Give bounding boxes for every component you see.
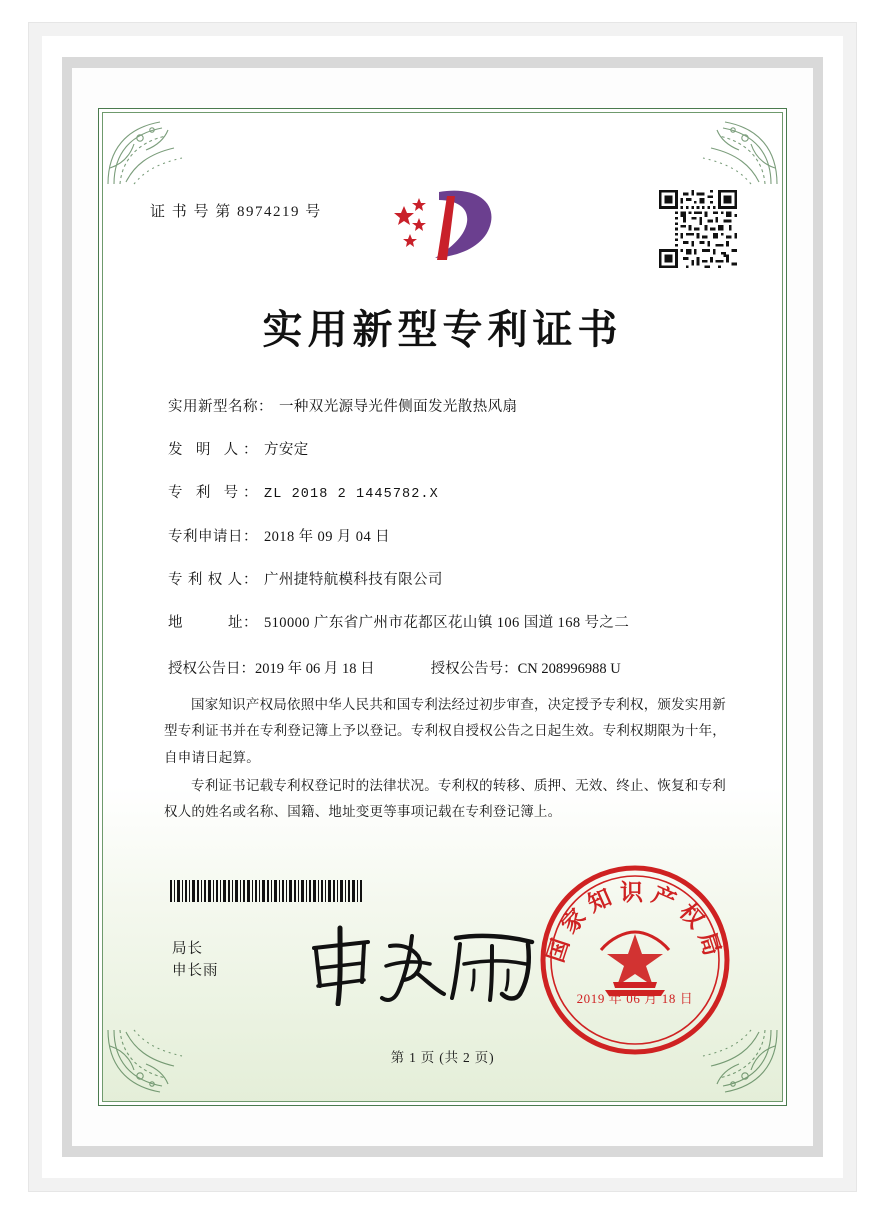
- field-value: 方安定: [264, 442, 309, 459]
- paragraph: 国家知识产权局依照中华人民共和国专利法经过初步审查，决定授予专利权，颁发实用新型专利证书并在专利登记簿上予以登记。专利权自授权公告之日起生效。专利权期限为十年，自申请日起算。: [164, 697, 726, 765]
- field-label: 发 明 人：: [168, 442, 258, 459]
- cnipa-logo-icon: [377, 186, 509, 272]
- field-value: ZL 2018 2 1445782.X: [264, 487, 439, 503]
- barcode: [170, 880, 366, 902]
- field-address: [168, 614, 728, 634]
- field-value: 一种双光源导光件侧面发光散热风扇: [279, 399, 518, 415]
- field-value: CN 208996988 U: [517, 661, 621, 678]
- certificate-number: 证 书 号 第 8974219 号: [150, 204, 322, 220]
- field-grant-row: [168, 657, 728, 678]
- field-label: 专利申请日：: [168, 528, 258, 545]
- field-value: 2018 年 09 月 04 日: [264, 528, 391, 545]
- page-title: 实用新型专利证书: [262, 306, 623, 353]
- qr-code: [659, 190, 737, 268]
- field-value: 2019 年 06 月 18 日: [255, 661, 375, 678]
- grant-publication-number-group: [431, 657, 621, 678]
- field-label: 授权公告日：: [168, 661, 255, 678]
- page-indicator: 第 1 页 (共 2 页): [390, 1050, 495, 1065]
- field-label: 专 利 权 人：: [168, 571, 258, 588]
- signature-labels: [172, 938, 219, 983]
- field-list: [168, 398, 728, 702]
- paragraph: 专利证书记载专利权登记时的法律状况。专利权的转移、质押、无效、终止、恢复和专利权人的姓名或名称、国籍、地址变更等事项记载在专利登记簿上。: [164, 777, 726, 820]
- field-utility-model-name: [168, 398, 728, 418]
- field-value: 广州捷特航模科技有限公司: [264, 571, 443, 588]
- seal-arc-text: 国家知识产权局: [541, 879, 729, 966]
- corner-ornament-icon: [104, 114, 196, 188]
- field-patentee: [168, 571, 728, 591]
- grant-date-group: [168, 657, 375, 678]
- field-label: 授权公告号：: [430, 661, 518, 678]
- director-name-label: 申长雨: [172, 963, 219, 980]
- field-application-date: [168, 528, 728, 548]
- field-label: 实用新型名称：: [168, 399, 273, 415]
- legal-paragraphs: [164, 692, 726, 828]
- director-title-label: 局长: [172, 941, 203, 957]
- field-label: 地 址：: [168, 614, 258, 631]
- field-value: 510000 广东省广州市花都区花山镇 106 国道 168 号之二: [264, 614, 630, 631]
- handwritten-signature: [294, 920, 554, 1006]
- field-inventor: [168, 441, 728, 461]
- certificate-body: [98, 108, 787, 1106]
- seal-date: 2019 年 06 月 18 日: [576, 991, 694, 1006]
- official-seal: [535, 860, 735, 1060]
- field-patent-number: [168, 484, 728, 504]
- corner-ornament-icon: [689, 114, 781, 188]
- field-label: 专 利 号：: [168, 485, 258, 502]
